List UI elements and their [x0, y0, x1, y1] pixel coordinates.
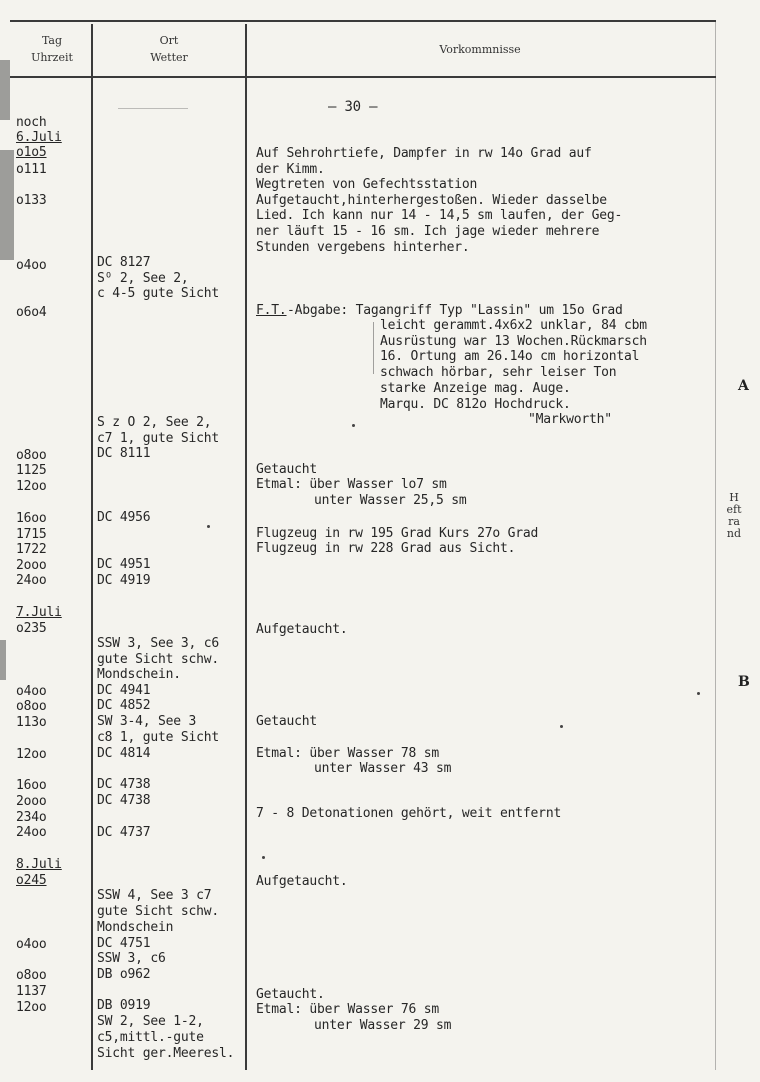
place-entry: DC 4737	[97, 825, 151, 840]
place-entry: Mondschein.	[97, 667, 181, 682]
place-entry: DC 4751	[97, 936, 151, 951]
time-entry: o8oo	[16, 968, 47, 983]
time-entry: o4oo	[16, 937, 47, 952]
header-tag: Tag	[41, 34, 63, 47]
page-number: – 30 –	[328, 99, 378, 115]
place-entry: DC 4738	[97, 777, 151, 792]
place-entry: DC 4919	[97, 573, 151, 588]
place-entry: DC 4814	[97, 746, 151, 761]
time-entry: o4oo	[16, 258, 47, 273]
right-border	[715, 20, 716, 1070]
place-entry: SSW 4, See 3 c7	[97, 888, 212, 903]
place-entry: S z O 2, See 2,	[97, 415, 212, 430]
header-vorkommnisse: Vorkommnisse	[439, 43, 521, 56]
place-entry: DB o962	[97, 967, 151, 982]
header-wetter: Wetter	[150, 51, 188, 64]
event-line: ner läuft 15 - 16 sm. Ich jage wieder mehrere	[256, 224, 600, 239]
time-entry: o8oo	[16, 448, 47, 463]
place-entry: Sᴼ 2, See 2,	[97, 271, 189, 286]
event-line: Wegtreten von Gefechtsstation	[256, 177, 478, 192]
place-entry: DC 4738	[97, 793, 151, 808]
header-place-col	[95, 32, 243, 66]
event-line: unter Wasser 25,5 sm	[314, 493, 467, 508]
time-entry: o6o4	[16, 305, 47, 320]
time-entry: o8oo	[16, 699, 47, 714]
header-top-rule	[10, 20, 716, 22]
place-entry: c7 1, gute Sicht	[97, 431, 220, 446]
scan-edge-mark	[0, 150, 14, 260]
time-entry: noch	[16, 115, 47, 130]
margin-label: Heftrand	[726, 491, 742, 540]
event-line: Etmal: über Wasser 78 sm	[256, 746, 440, 761]
place-entry: SSW 3, c6	[97, 951, 166, 966]
margin-mark: B	[738, 674, 750, 690]
time-entry: 1722	[16, 542, 47, 557]
place-entry: DC 4956	[97, 510, 151, 525]
place-entry: c5,mittl.-gute	[97, 1030, 204, 1045]
event-line: Etmal: über Wasser lo7 sm	[256, 477, 447, 492]
time-entry: 8.Juli	[16, 857, 62, 872]
speck	[697, 692, 700, 695]
place-entry: c8 1, gute Sicht	[97, 730, 220, 745]
time-entry: 1125	[16, 463, 47, 478]
place-entry: Mondschein	[97, 920, 174, 935]
header-events-col	[250, 41, 710, 58]
time-entry: o1o5	[16, 145, 47, 160]
place-entry: gute Sicht schw.	[97, 652, 220, 667]
scan-edge-mark	[0, 640, 6, 680]
header-ort: Ort	[159, 34, 179, 47]
speck	[560, 725, 563, 728]
event-line: schwach hörbar, sehr leiser Ton	[380, 365, 617, 380]
time-entry: 2ooo	[16, 794, 47, 809]
speck	[262, 856, 265, 859]
place-entry: c 4-5 gute Sicht	[97, 286, 220, 301]
event-line: Aufgetaucht,hinterhergestoßen. Wieder dasselbe	[256, 193, 607, 208]
event-line-ft-label: F.T.	[256, 303, 287, 318]
time-entry: 1137	[16, 984, 47, 999]
place-entry: gute Sicht schw.	[97, 904, 220, 919]
header-uhrzeit: Uhrzeit	[31, 51, 73, 64]
page-number-faint-line	[118, 108, 188, 109]
time-entry: o4oo	[16, 684, 47, 699]
col-divider-1	[91, 24, 93, 1070]
event-line: 7 - 8 Detonationen gehört, weit entfernt	[256, 806, 562, 821]
event-line: Marqu. DC 812o Hochdruck.	[380, 397, 571, 412]
event-line: Ausrüstung war 13 Wochen.Rückmarsch	[380, 334, 647, 349]
time-entry: o245	[16, 873, 47, 888]
event-line: unter Wasser 43 sm	[314, 761, 452, 776]
time-entry: 2ooo	[16, 558, 47, 573]
event-line: Stunden vergebens hinterher.	[256, 240, 470, 255]
place-entry: DB 0919	[97, 998, 151, 1013]
event-line: Lied. Ich kann nur 14 - 14,5 sm laufen, der Geg-	[256, 208, 623, 223]
place-entry: DC 8127	[97, 255, 151, 270]
time-entry: 12oo	[16, 747, 47, 762]
time-entry: 16oo	[16, 511, 47, 526]
time-entry: o111	[16, 162, 47, 177]
col-divider-2	[245, 24, 247, 1070]
event-line: Getaucht	[256, 714, 318, 729]
place-entry: SW 2, See 1-2,	[97, 1014, 204, 1029]
time-entry: 12oo	[16, 479, 47, 494]
event-line: Auf Sehrohrtiefe, Dampfer in rw 14o Grad auf	[256, 146, 592, 161]
time-entry: 234o	[16, 810, 47, 825]
time-entry: 7.Juli	[16, 605, 62, 620]
place-entry: DC 4951	[97, 557, 151, 572]
header-bottom-rule	[10, 76, 716, 78]
time-entry: 113o	[16, 715, 47, 730]
header-date-col	[14, 32, 90, 66]
event-line: unter Wasser 29 sm	[314, 1018, 452, 1033]
time-entry: 24oo	[16, 573, 47, 588]
event-line: 16. Ortung am 26.14o cm horizontal	[380, 349, 640, 364]
place-entry: DC 4852	[97, 698, 151, 713]
place-entry: SW 3-4, See 3	[97, 714, 197, 729]
event-line: Flugzeug in rw 195 Grad Kurs 27o Grad	[256, 526, 539, 541]
event-line: der Kimm.	[256, 162, 325, 177]
place-entry: SSW 3, See 3, c6	[97, 636, 220, 651]
time-entry: o235	[16, 621, 47, 636]
speck	[352, 424, 355, 427]
event-line: Flugzeug in rw 228 Grad aus Sicht.	[256, 541, 516, 556]
event-line: -Abgabe: Tagangriff Typ "Lassin" um 15o Grad	[287, 303, 623, 318]
time-entry: 24oo	[16, 825, 47, 840]
margin-mark: A	[738, 378, 749, 394]
event-line: Getaucht.	[256, 987, 325, 1002]
event-line: Getaucht	[256, 462, 318, 477]
time-entry: o133	[16, 193, 47, 208]
event-line: "Markworth"	[528, 412, 612, 427]
time-entry: 1715	[16, 527, 47, 542]
event-line: Aufgetaucht.	[256, 874, 348, 889]
event-line: leicht gerammt.4x6x2 unklar, 84 cbm	[380, 318, 647, 333]
event-line: starke Anzeige mag. Auge.	[380, 381, 571, 396]
place-entry: DC 8111	[97, 446, 151, 461]
speck	[207, 525, 210, 528]
time-entry: 16oo	[16, 778, 47, 793]
event-line: Etmal: über Wasser 76 sm	[256, 1002, 440, 1017]
scan-edge-mark	[0, 60, 10, 120]
place-entry: Sicht ger.Meeresl.	[97, 1046, 235, 1061]
time-entry: 12oo	[16, 1000, 47, 1015]
place-entry: DC 4941	[97, 683, 151, 698]
ft-bracket-line	[373, 322, 374, 374]
time-entry: 6.Juli	[16, 130, 62, 145]
event-line: Aufgetaucht.	[256, 622, 348, 637]
